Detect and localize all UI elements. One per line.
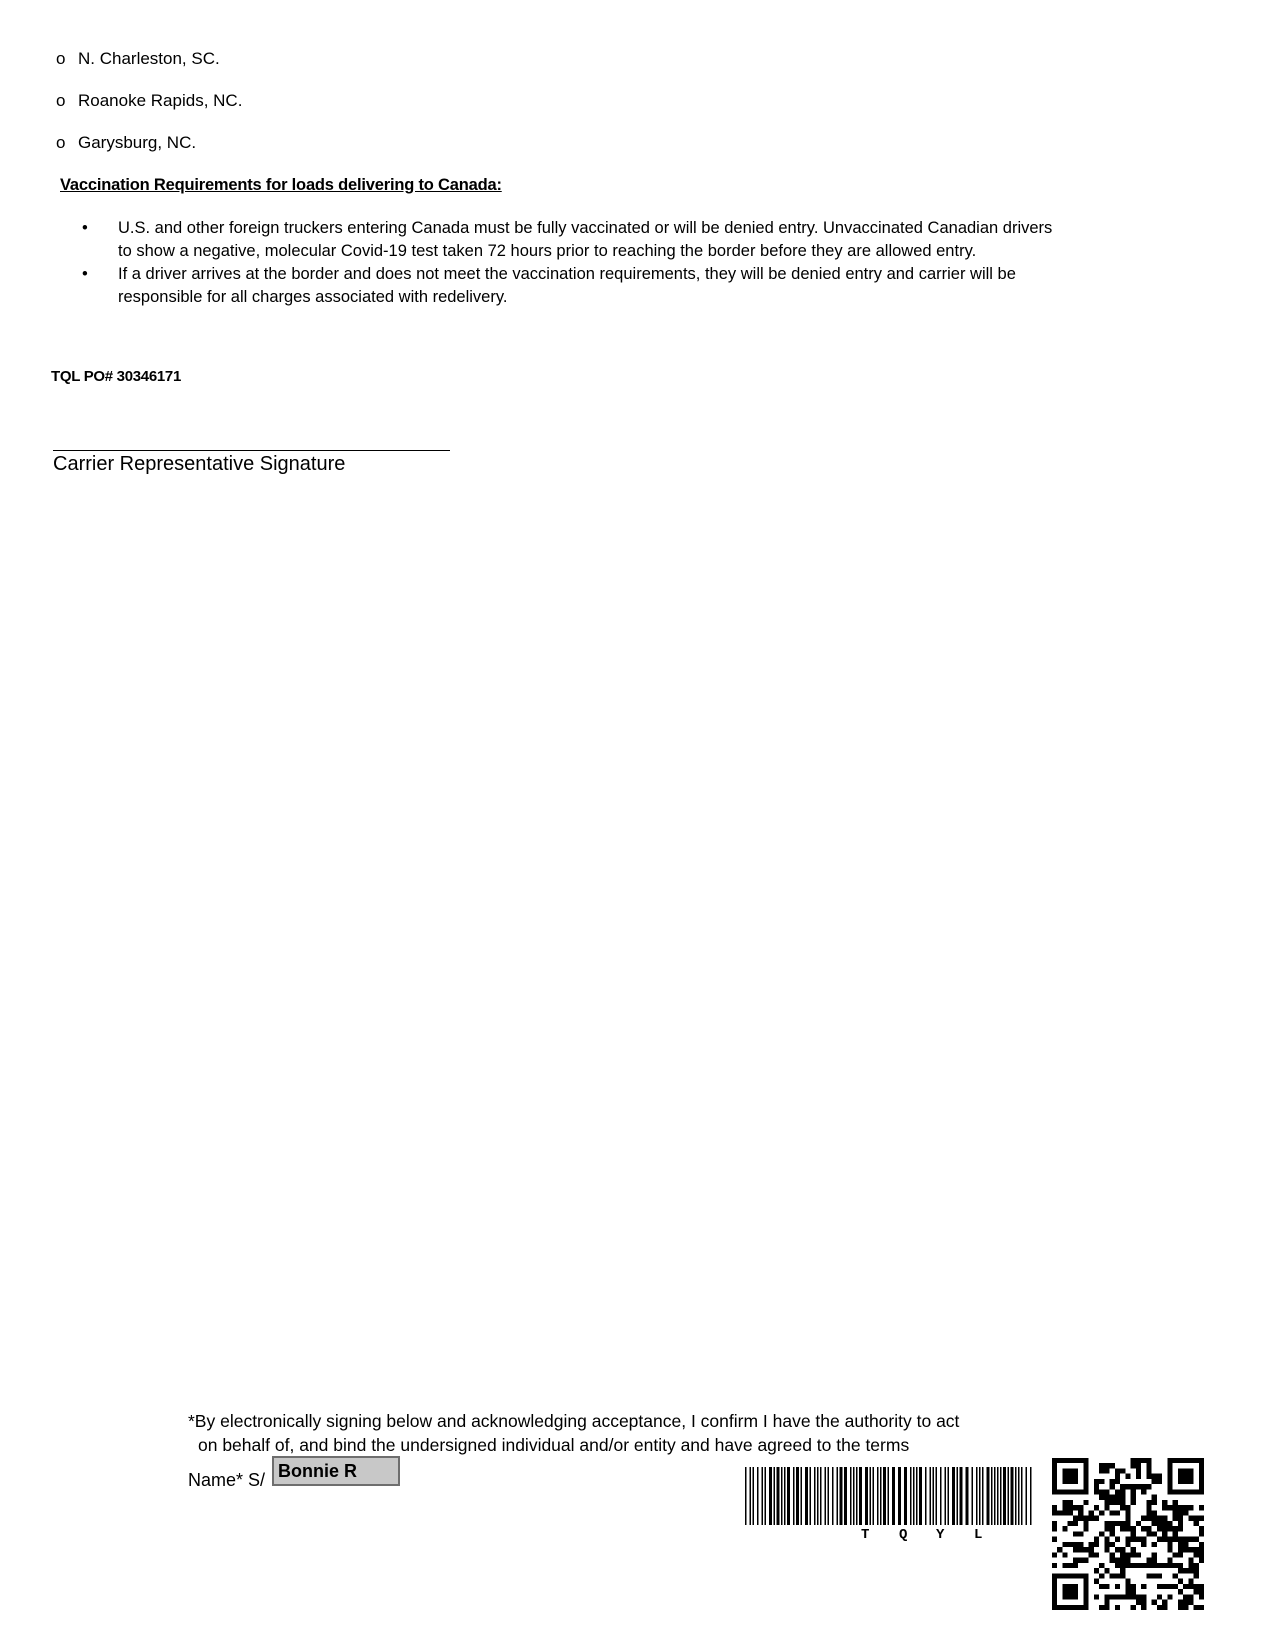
barcode-letter: Q (899, 1527, 908, 1543)
vaccination-heading: Vaccination Requirements for loads delivering to Canada: (60, 176, 502, 194)
name-label: Name* S/ (188, 1470, 266, 1490)
consent-text (188, 1409, 1038, 1457)
location-text: N. Charleston, SC. (78, 49, 220, 68)
list-item (82, 217, 1202, 263)
location-text: Garysburg, NC. (78, 133, 197, 152)
barcode-letter: T (861, 1527, 870, 1543)
bullet-line: U.S. and other foreign truckers entering Canada must be fully vaccinated or will be denied entry. Unvaccinated Canadian drivers (118, 219, 1053, 237)
location-text: Roanoke Rapids, NC. (78, 91, 243, 110)
barcode-letter: Y (936, 1527, 945, 1543)
bullet-icon: • (82, 265, 88, 283)
location-item (56, 133, 196, 153)
bullet-line: to show a negative, molecular Covid-19 test taken 72 hours prior to reaching the border before they are allowed entry. (118, 242, 977, 260)
list-marker: o (56, 49, 66, 68)
vaccination-bullet-list (82, 217, 1202, 309)
signature-line[interactable] (53, 450, 450, 451)
barcode-letter: L (974, 1527, 983, 1543)
location-item (56, 49, 220, 69)
signature-label: Carrier Representative Signature (53, 453, 346, 475)
qr-code (1052, 1458, 1204, 1610)
consent-line: on behalf of, and bind the undersigned individual and/or entity and have agreed to the terms (198, 1435, 910, 1455)
list-marker: o (56, 91, 66, 110)
location-item (56, 91, 242, 111)
bullet-line: responsible for all charges associated with redelivery. (118, 288, 508, 306)
bullet-line: If a driver arrives at the border and does not meet the vaccination requirements, they will be denied entry and carrier will be (118, 265, 1016, 283)
barcode (745, 1467, 1032, 1525)
po-number: TQL PO# 30346171 (51, 368, 182, 385)
list-item (82, 263, 1202, 309)
consent-line: *By electronically signing below and acknowledging acceptance, I confirm I have the authority to act (188, 1411, 960, 1431)
name-signature-field[interactable]: Bonnie R (272, 1456, 400, 1486)
bullet-icon: • (82, 219, 88, 237)
list-marker: o (56, 133, 66, 152)
